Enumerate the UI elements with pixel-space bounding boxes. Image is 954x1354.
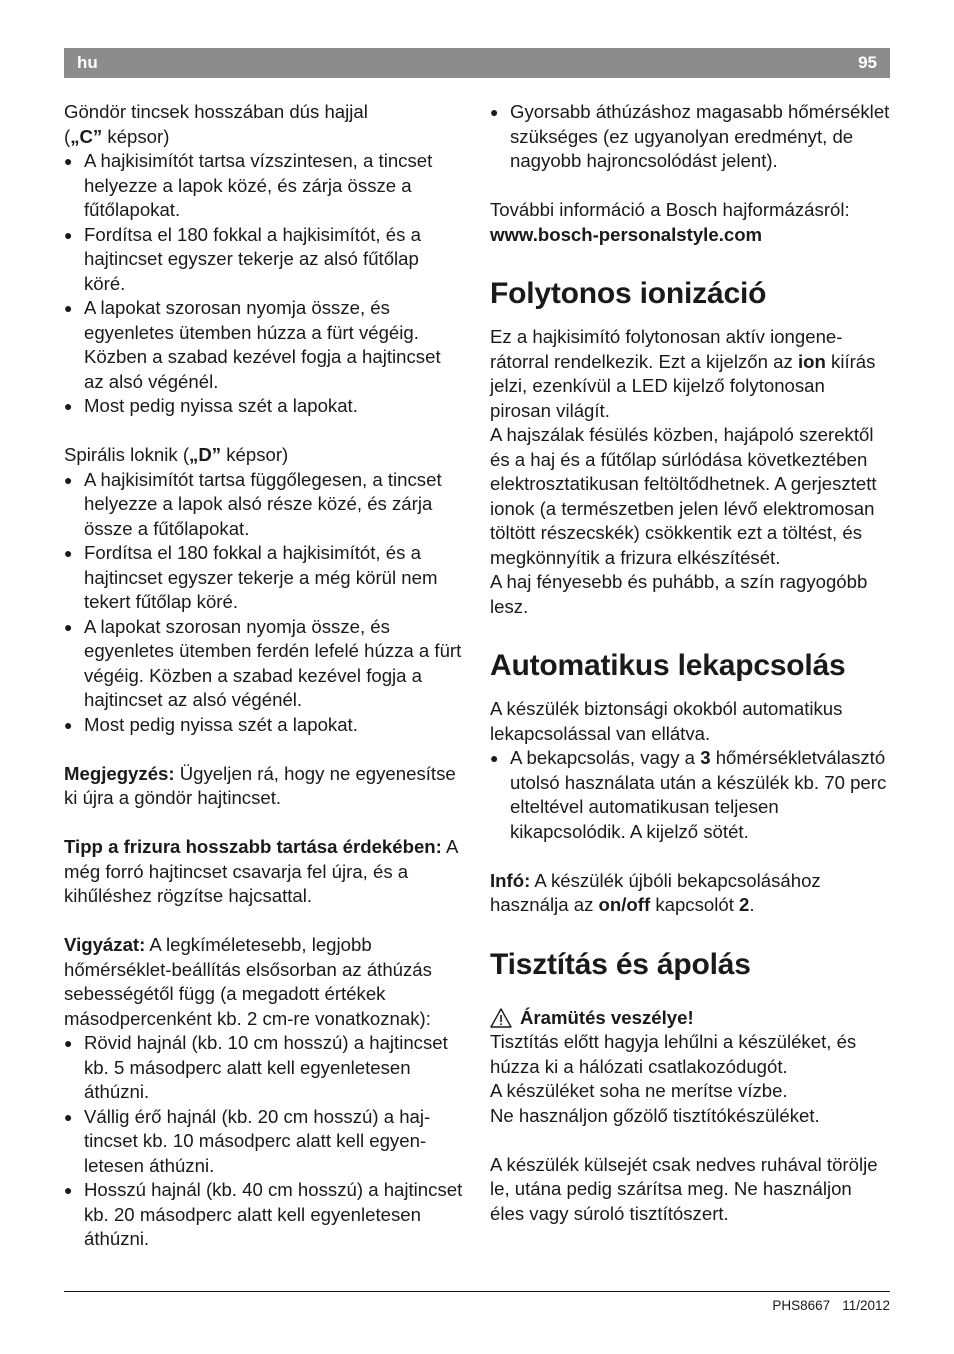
tip-paragraph: Tipp a frizura hosszabb tartása érdekében: A még forró hajtincset csavarja fel újra, és a kihűléshez rögzítse hajcsattal. bbox=[64, 836, 458, 906]
footer bbox=[760, 1298, 890, 1313]
website-link[interactable]: www.bosch-personalstyle.com bbox=[490, 223, 763, 245]
footer-divider bbox=[64, 1291, 890, 1292]
list-item: ● Rövid hajnál (kb. 10 cm hosszú) a hajtincset kb. 5 másodperc alatt kell egyenletesen áthúzni. bbox=[64, 1031, 464, 1105]
d-steps-list bbox=[64, 468, 464, 738]
list-item: ● A hajkisimítót tartsa vízszintesen, a tincset helyezze a lapok közé, és zárja össze a fűtőlapokat. bbox=[64, 149, 464, 223]
right-column bbox=[490, 100, 890, 1226]
cleaning-paragraph: A készülék külsejét csak nedves ruhával törölje le, utána pedig szárítsa meg. Ne használjon éles vagy súroló tisztítószert. bbox=[490, 1153, 878, 1224]
auto-off-list bbox=[490, 746, 890, 844]
list-item: ● A hajkisimítót tartsa függőlegesen, a tincset helyezze a lapok alsó része közé, és zárja össze a fűtőlapokat. bbox=[64, 468, 464, 542]
c-section-title: Göndör tincsek hosszában dús hajjal bbox=[64, 101, 368, 122]
auto-off-heading: Automatikus lekapcsolás bbox=[490, 649, 846, 682]
info-paragraph: Infó: A készülék újbóli bekapcsolásához használja az on/off kapcsolót 2. bbox=[490, 869, 821, 915]
note-paragraph: Megjegyzés: Ügyeljen rá, hogy ne egyenesítse ki újra a göndör hajtincset. bbox=[64, 762, 456, 808]
warning-title: Áramütés veszélye! bbox=[490, 1006, 890, 1031]
caution-list bbox=[64, 1031, 464, 1252]
left-column bbox=[64, 100, 464, 1252]
ionization-heading: Folytonos ionizáció bbox=[490, 277, 767, 310]
list-item: ● Fordítsa el 180 fokkal a hajkisimítót, és a hajtincset egyszer tekerje a még körül nem tekert fűtőlap köré. bbox=[64, 541, 464, 615]
list-item: ● Gyorsabb áthúzáshoz magasabb hőmérséklet szükséges (ez ugyanolyan eredményt, de nagyobb hajroncsolódást jelent). bbox=[490, 100, 890, 174]
c-steps-list bbox=[64, 149, 464, 419]
list-item: ● A lapokat szorosan nyomja össze, és egyenletes ütemben ferdén lefelé húzza a fürt végéig. Közben a szabad kezével fogja a hajtincset az alsó végénél. bbox=[64, 615, 464, 713]
model-number: PHS8667 bbox=[772, 1298, 831, 1313]
list-item: ● Fordítsa el 180 fokkal a hajkisimítót, és a hajtincset egyszer tekerje az alsó fűtőlap köré. bbox=[64, 223, 464, 297]
d-section-title: Spirális loknik („D” képsor) bbox=[64, 444, 289, 465]
list-item: ● Hosszú hajnál (kb. 40 cm hosszú) a hajtincset kb. 20 másodperc alatt kell egyenletesen áthúzni. bbox=[64, 1178, 464, 1252]
list-item: ● Vállig érő hajnál (kb. 20 cm hosszú) a hajtincset kb. 10 másodperc alatt kell egyenletesen áthúzni. bbox=[64, 1105, 464, 1179]
auto-off-paragraph: A készülék biztonsági okokból automatikus lekapcsolással van ellátva. bbox=[490, 698, 843, 744]
warning-triangle-icon bbox=[490, 1008, 512, 1028]
cleaning-heading: Tisztítás és ápolás bbox=[490, 947, 751, 981]
page-header-bar bbox=[64, 48, 890, 78]
language-code: hu bbox=[77, 53, 98, 72]
list-item: ● Most pedig nyissa szét a lapokat. bbox=[64, 713, 464, 738]
list-item: ● A lapokat szorosan nyomja össze, és egyenletes ütemben húzza a fürt végéig. Közben a szabad kezével fogja a hajtincset az alsó végénél. bbox=[64, 296, 464, 394]
list-item: ● A bekapcsolás, vagy a 3 hőmérsékletválasztó utolsó használata után a készülék kb. 70 perc elteltével automatikusan teljesen kikapcsolódik. A kijelző sötét. bbox=[490, 746, 890, 844]
caution-paragraph: Vigyázat: A legkíméletesebb, legjobb hőmérséklet-beállítás elsősorban az áthúzás sebességétől függ (a megadott értékek másodpercenként kb. 2 cm-re vonatkoznak): bbox=[64, 934, 432, 1029]
edition-date: 11/2012 bbox=[842, 1298, 890, 1313]
speed-list bbox=[490, 100, 890, 174]
ionization-paragraph-1: Ez a hajkisimító folytonosan aktív iongenerátorral rendelkezik. Ezt a kijelzőn az ion kiírás jelzi, ezenkívül a LED kijelző folytonosan pirosan világít. bbox=[490, 326, 876, 421]
warning-line-2: A készüléket soha ne merítse vízbe. bbox=[490, 1080, 788, 1101]
ionization-paragraph-3: A haj fényesebb és puhább, a szín ragyogóbb lesz. bbox=[490, 571, 868, 617]
page-number: 95 bbox=[858, 53, 877, 72]
warning-line-3: Ne használjon gőzölő tisztítókészüléket. bbox=[490, 1104, 820, 1126]
c-section-subtitle: („C” képsor) bbox=[64, 125, 170, 147]
warning-line-1: Tisztítás előtt hagyja lehűlni a készüléket, és húzza ki a hálózati csatlakozódugót. bbox=[490, 1031, 857, 1077]
ionization-paragraph-2: A hajszálak fésülés közben, hajápoló szerektől és a haj és a fűtőlap súrlódása következtében elektrosztatikusan feltöltődhetnek. A gerjesztett ionok (a természetben jelen lévő elektromosan töltött részecskék) csökkentik ezt a töltést, és megkönnyítik a frizura elkészítését. bbox=[490, 424, 877, 568]
more-info-text: További információ a Bosch hajformázásról: bbox=[490, 199, 850, 220]
list-item: ● Most pedig nyissa szét a lapokat. bbox=[64, 394, 464, 419]
